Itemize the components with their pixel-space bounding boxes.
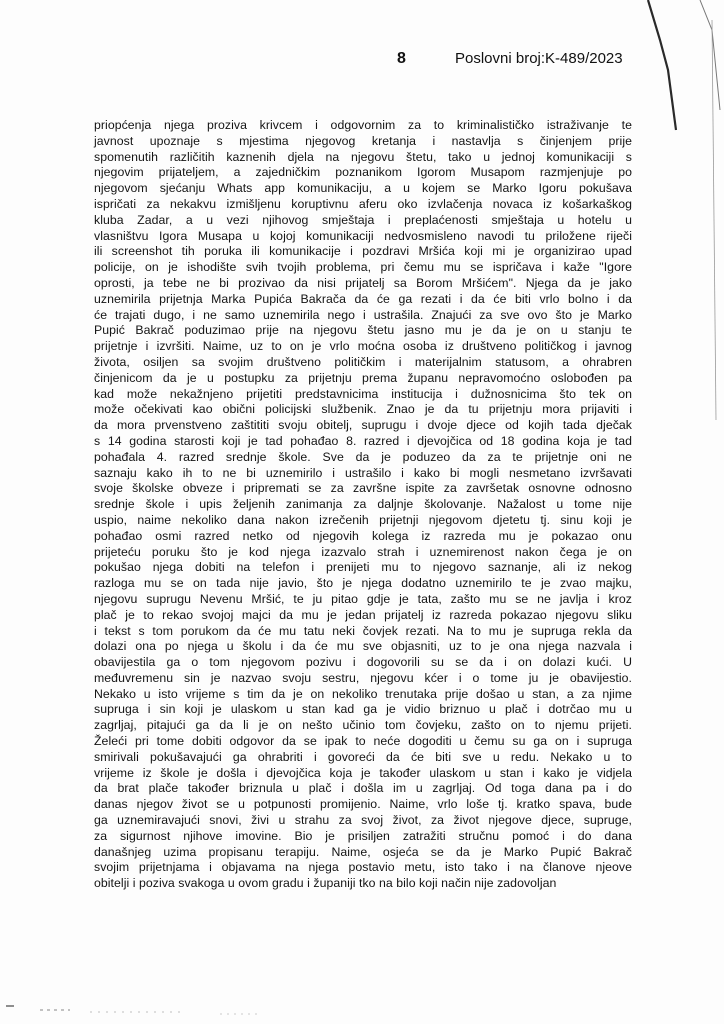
paragraph-line: srednje škole i upis željenih zanimanja za daljnje školovanje. Nažalost u tome nije: [94, 497, 632, 512]
paragraph-line: njegovim prijateljem, a zajedničkim poznanikom Igorom Musapom razmjenjuje po: [94, 165, 632, 180]
paragraph-line: može očekivati kao obični policijski službenik. Znao je da tu prijetnju mora prijaviti i: [94, 402, 632, 417]
paragraph-line: dolazi ona po njega u školu i da će mu sve objasniti, uz to je ona njega nazvala i: [94, 639, 632, 654]
paragraph-line: prijeteću poruku što je kod njega izazvalo strah i uznemirenost nakon čega je on: [94, 544, 632, 559]
scan-bottom-marks: [0, 998, 724, 1024]
paragraph-line: Želeći pri tome dobiti odgovor da se ipak to neće dogoditi u čemu su ga on i supruga: [94, 734, 632, 749]
paragraph-line: Pupić Bakrač poduzimao prije na njegovu štetu jasno mu je da je on u stanju te: [94, 323, 632, 338]
paragraph-line: spomenutih različitih kaznenih djela na njegovu štetu, tako u jednoj komunikaciji s: [94, 149, 632, 164]
right-edge-line: [712, 20, 716, 420]
paragraph-line: vlasništvu Igora Musapa u kojoj komunikaciji nedvosmisleno navodi tu priložene riječi: [94, 228, 632, 243]
paragraph-line: oprosti, ja tebe ne bi prozivao da nisi prijatelj sa Borom Mršićem". Njega da je jako: [94, 275, 632, 290]
paragraph-line: prijetnje i izvršiti. Naime, uz to on je vrlo moćna osoba iz društveno političkog i javnog: [94, 339, 632, 354]
paragraph-line: činjenicom da je u postupku za prijetnju prema županu nepravomoćno oslobođen pa: [94, 370, 632, 385]
paragraph-line: supruga i sin koji je ulaskom u stan kad ga je vidio briznuo u plač i dotrčao mu u: [94, 702, 632, 717]
paragraph-line: policije, on je ishodište svih tvojih problema, pri čemu mu se ispričava i kaže "Igore: [94, 260, 632, 275]
paragraph-line: obitelji i poziva svakoga u ovom gradu i županiji tko na bilo koji način nije zadovoljan: [94, 876, 557, 891]
paragraph-line: vrijeme iz škole je došla i djevojčica koja je također ulaskom u stan i kako je vidjela: [94, 765, 632, 780]
paragraph-line: saznaju kako ih to ne bi uznemirilo i ustrašilo i kako bi mogli nesmetano izvršavati: [94, 465, 632, 480]
paragraph-line: uznemirila prijetnja Marka Pupića Bakrača da će ga rezati i da će biti vrlo bolno i da: [94, 291, 632, 306]
paragraph-line: ispričati za nekakvu izmišljenu koruptivnu aferu oko izvlačenja novaca iz košarkaškog: [94, 196, 632, 211]
paragraph-line: Nekako u isto vrijeme s tim da je on nekoliko trenutaka prije došao u stan, a za njime: [94, 686, 632, 701]
page-header: [0, 50, 724, 74]
case-number: Poslovni broj:K-489/2023: [455, 50, 623, 67]
paragraph-line: da mora prvenstveno zaštititi svoju obitelj, suprugu i dvoje djece od kojih tada dječak: [94, 418, 632, 433]
paragraph-line: zagrljaj, pitajući ga da li je on nešto učinio tom čovjeku, zašto on to njemu prijeti.: [94, 718, 632, 733]
paragraph-line: s 14 godina starosti koji je tad pohađao 8. razred i djevojčica od 18 godina koja je tad: [94, 433, 632, 448]
paragraph-line: međuvremenu sin je nazvao svoju sestru, njegovu kćer i o tome ju je obavijestio.: [94, 670, 632, 685]
paragraph-line: pohađao osmi razred netko od njegovih kolega iz razreda mu je pokazao onu: [94, 528, 632, 543]
paragraph-line: javnost upoznaje s mjestima njegovog kretanja i nastavlja s činjenjem prije: [94, 133, 632, 148]
paragraph-line: današnjeg uzima propisanu terapiju. Naime, osjeća se da je Marko Pupić Bakrač: [94, 844, 632, 859]
paragraph-line: kluba Zadar, a u vezi njihovog smještaja i preplaćenosti smještaja u hotelu u: [94, 212, 632, 227]
paragraph-line: smirivali pokušavajući ga ohrabriti i govoreći da će biti sve u redu. Nekako u to: [94, 749, 632, 764]
paragraph-line: svoje školske obveze i pripremati se za završne ispite za završetak osnovne odnosno: [94, 481, 632, 496]
paragraph-line: priopćenja njega proziva krivcem i odgovornim za to kriminalističko istraživanje te: [94, 118, 632, 132]
paragraph-line: kad može nekažnjeno prijetiti predstavnicima institucija i dužnosnicima što tek on: [94, 386, 632, 401]
paragraph-line: i tekst s tom porukom da će mu tatu neki čovjek rezati. Na to mu je supruga rekla da: [94, 623, 632, 638]
paragraph-line: danas njegov život se u potpunosti promijenio. Naime, vrlo loše tj. kratko spava, bude: [94, 797, 632, 812]
paragraph-line: za sigurnost njihove imovine. Bio je prisiljen zatražiti stručnu pomoć i do dana: [94, 828, 632, 843]
paragraph-line: će trajati dugo, i ne samo uznemirila nego i ustrašila. Znajući za sve ovo što je Marko: [94, 307, 632, 322]
paragraph-line: uspio, naime nekoliko dana nakon izrečenih prijetnji njegovom djetetu tj. sinu koji je: [94, 512, 632, 527]
paragraph-line: života, osiljen sa svojim društveno političkim i materijalnim statusom, a ohrabren: [94, 354, 632, 369]
paragraph-line: njegovu suprugu Nevenu Mršić, te ju pitao gdje je tata, zašto mu se ne javlja i kroz: [94, 591, 632, 606]
paragraph-line: da brat plače također briznula u plač i došla im u zagrljaj. Od toga dana pa i do: [94, 781, 632, 796]
paragraph-line: ga uznemiravajući snovi, živi u strahu za svoj život, za život njegove djece, supruge,: [94, 813, 632, 828]
paragraph-line: ili screenshot tih poruka ili komunikacije i pozdravi Mršića koji mi je organizirao upad: [94, 244, 632, 259]
paragraph-line: njegovom sjećanju Whats app komunikaciju, a u kojem se Marko Igoru pokušava: [94, 181, 632, 196]
body-paragraph: [94, 118, 632, 892]
paragraph-line: pohađala 4. razred srednje škole. Sve da je poduzeo da za te prijetnje oni ne: [94, 449, 632, 464]
paragraph-line: razloga mu se on tada nije javio, što je njega dodatno uznemirilo te je zvao majku,: [94, 576, 632, 591]
paragraph-line: svojim prijetnjama i objavama na njega postavio metu, isto tako i na članove njeove: [94, 860, 632, 875]
page-number: 8: [397, 50, 406, 67]
paragraph-line: obavijestila ga o tom njegovom pozivu i dogovorili su se da i on dolazi kući. U: [94, 655, 632, 670]
paragraph-line: plač je to rekao svojoj majci da mu je jedan prijatelj iz razreda pokazao njegovu sliku: [94, 607, 632, 622]
paragraph-line: pokušao njega dobiti na telefon i prenijeti mu to njegovo saznanje, ali iz nekog: [94, 560, 632, 575]
